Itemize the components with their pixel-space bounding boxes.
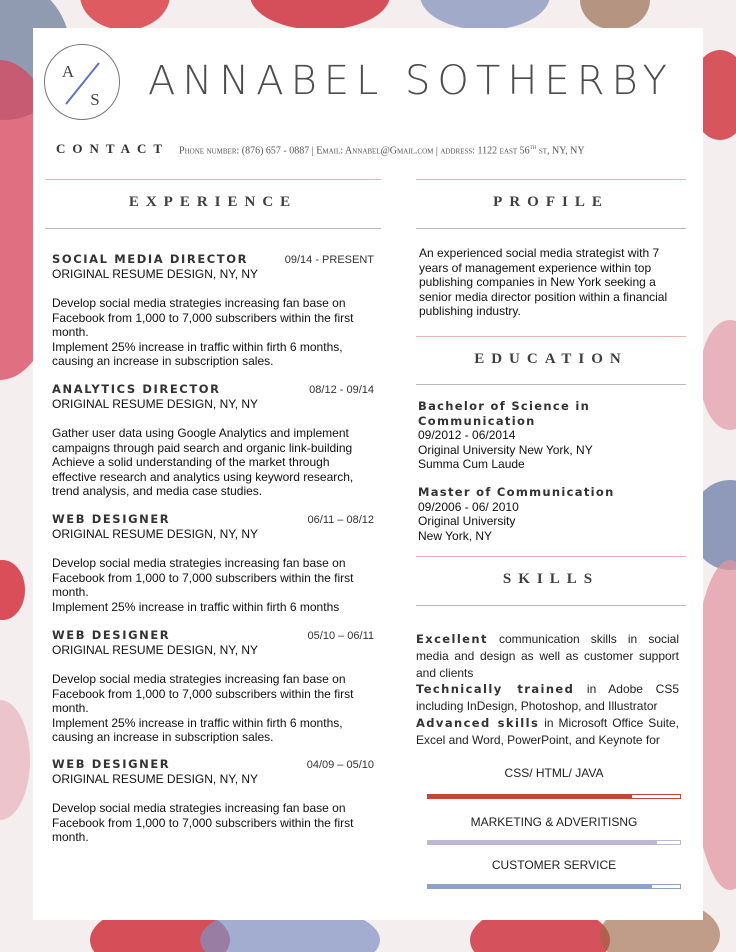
skill-bar-label: CUSTOMER SERVICE: [491, 858, 617, 872]
job-title: WEB DESIGNER: [52, 628, 171, 642]
degree-dates: 09/2012 - 06/2014: [418, 428, 516, 443]
job-title: SOCIAL MEDIA DIRECTOR: [52, 252, 249, 266]
education-entry: [418, 399, 688, 472]
job-company: ORIGINAL RESUME DESIGN, NY, NY: [52, 267, 259, 281]
job-title: ANALYTICS DIRECTOR: [52, 382, 221, 396]
school-name: Original University: [418, 514, 516, 529]
divider: [45, 179, 381, 180]
degree-title: Bachelor of Science in Communication: [418, 399, 591, 428]
skill-bar-label: CSS/ HTML/ JAVA: [504, 766, 604, 780]
profile-text: An experienced social media strategist with 7 years of management experience within top publishing companies in New York seeking a senior media director position within a financial publishing industry.: [419, 246, 668, 319]
profile-heading: PROFILE: [493, 194, 609, 210]
job-date: 06/11 – 08/12: [307, 514, 374, 526]
job-company: ORIGINAL RESUME DESIGN, NY, NY: [52, 643, 259, 657]
skill-bar-css: [427, 794, 681, 799]
job-company: ORIGINAL RESUME DESIGN, NY, NY: [52, 772, 259, 786]
skill-bar-fill: [428, 885, 652, 888]
job-company: ORIGINAL RESUME DESIGN, NY, NY: [52, 527, 259, 541]
job-company: ORIGINAL RESUME DESIGN, NY, NY: [52, 397, 259, 411]
contact-info: Phone number: (876) 657 - 0887 | Email: Annabel@Gmail.com | address: 1122 east 56th st, NY, NY: [179, 142, 585, 156]
job-entry: [52, 512, 374, 614]
skill-item: Technically trained in Adobe CS5 including InDesign, Photoshop, and Illustrator: [416, 682, 679, 714]
resume-page: [33, 28, 703, 920]
job-description: Gather user data using Google Analytics and implement campaigns through paid search and organic link-building Achieve a solid understanding of the market through effective research and analytics using keyword research, trend analysis, and media case studies.: [52, 426, 354, 499]
job-title: WEB DESIGNER: [52, 757, 171, 771]
experience-heading: EXPERIENCE: [128, 194, 298, 210]
job-date: 04/09 – 05/10: [306, 759, 374, 771]
candidate-name: ANNABEL SOTHERBY: [148, 58, 674, 104]
skill-bar-label: MARKETING & ADVERITISNG: [470, 815, 638, 829]
svg-text:S: S: [90, 90, 100, 109]
job-entry: [52, 628, 374, 745]
education-heading: EDUCATION: [474, 351, 628, 367]
job-date: 08/12 - 09/14: [309, 384, 374, 396]
job-description: Develop social media strategies increasing fan base on Facebook from 1,000 to 7,000 subscribers within the first month. Implement 25% increase in traffic within firth 6 months: [52, 556, 354, 614]
education-entry: [418, 485, 688, 543]
skills-description: [416, 631, 679, 749]
divider: [416, 336, 686, 337]
degree-title: Master of Communication: [418, 485, 615, 499]
job-entry: [52, 757, 374, 845]
divider: [416, 556, 686, 557]
contact-title: CONTACT: [56, 141, 170, 156]
job-entry: [52, 252, 374, 369]
skill-bar-customer-service: [427, 884, 681, 889]
divider: [45, 228, 381, 229]
monogram-logo: [43, 43, 121, 121]
job-entry: [52, 382, 374, 499]
degree-dates: 09/2006 - 06/ 2010: [418, 499, 519, 514]
skill-bar-marketing: [427, 840, 681, 845]
job-date: 09/14 - PRESENT: [284, 254, 374, 266]
skill-item: Advanced skills in Microsoft Office Suite, Excel and Word, PowerPoint, and Keynote for: [416, 715, 679, 747]
job-date: 05/10 – 06/11: [307, 630, 374, 642]
divider: [416, 605, 686, 606]
skill-bar-fill: [428, 795, 632, 798]
contact-bar: [56, 141, 696, 157]
degree-honors: Summa Cum Laude: [418, 457, 525, 472]
divider: [416, 228, 686, 229]
skill-item: Excellent communication skills in social media and design as well as customer support and clients: [416, 632, 679, 680]
svg-text:A: A: [61, 62, 75, 81]
job-description: Develop social media strategies increasing fan base on Facebook from 1,000 to 7,000 subscribers within the first month.: [52, 801, 354, 845]
skill-bar-fill: [428, 841, 657, 844]
school-location: New York, NY: [418, 528, 493, 543]
school-name: Original University New York, NY: [418, 442, 593, 457]
skills-heading: SKILLS: [502, 571, 600, 587]
divider: [416, 384, 686, 385]
job-title: WEB DESIGNER: [52, 512, 171, 526]
divider: [416, 179, 686, 180]
job-description: Develop social media strategies increasing fan base on Facebook from 1,000 to 7,000 subscribers within the first month. Implement 25% increase in traffic within firth 6 months, causing an increase in subscription sales.: [52, 296, 354, 369]
job-description: Develop social media strategies increasing fan base on Facebook from 1,000 to 7,000 subscribers within the first month. Implement 25% increase in traffic within firth 6 months, causing an increase in subscription sales.: [52, 672, 354, 745]
